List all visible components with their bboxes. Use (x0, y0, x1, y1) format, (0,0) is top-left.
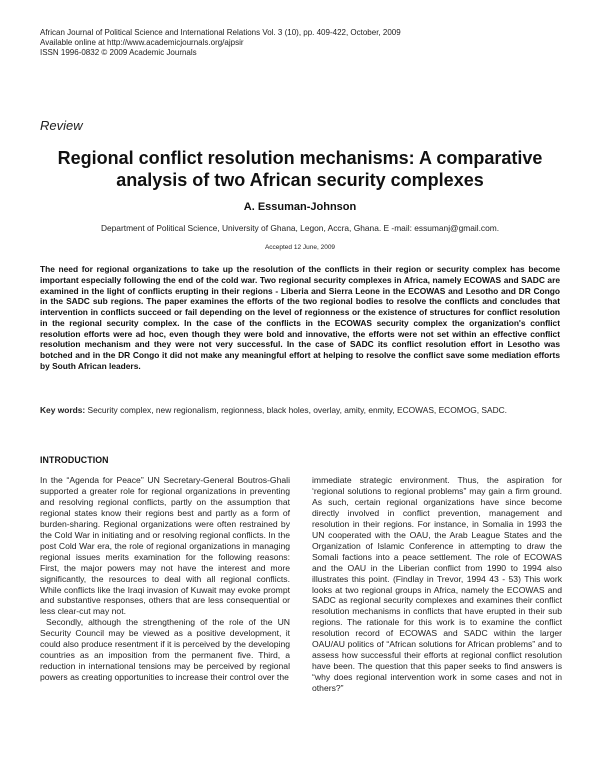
article-type: Review (40, 118, 83, 133)
accepted-date: Accepted 12 June, 2009 (264, 244, 336, 251)
article-title: Regional conflict resolution mechanisms: A comparative analysis of two African security complexes (57, 148, 543, 190)
author-name: A. Essuman-Johnson (243, 201, 357, 213)
journal-url: Available online at http://www.academicjournals.org/ajpsir (40, 38, 244, 47)
paragraph: immediate strategic environment. Thus, the aspiration for ‘regional solutions to regional problems” may gain a firm ground. As such, certain regional organizations have since become directly involved in conflict prevention, management and resolution in their regions. For instance, in Somalia in 1993 the UN cooperated with the OAU, the Arab League States and the Organization of Islamic Conference in attempting to draw the Somali factions into a peace settlement. The role of ECOWAS and the OAU in the Liberian conflict from 1990 to 1994 also illustrates this point. (Findlay in Trevor, 1994 43 - 53) This work looks at two regional groups in Africa, namely the ECOWAS and SADC as regional security complexes and examines their conflict resolution mechanisms in conflicts that have erupted in their sub regions. The rationale for this work is to examine the conflict resolution record of ECOWAS and SADC within the larger OAU/AU politics of “African solutions for African problems” and to assess how successful their efforts at regional conflict resolution have been. The question that this paper seeks to find answers is “why does regional intervention work in some cases and not in others?” (312, 475, 562, 694)
body-column-right (312, 475, 562, 694)
journal-citation: African Journal of Political Science and International Relations Vol. 3 (10), pp. 409-422, October, 2009 (40, 28, 401, 37)
abstract: The need for regional organizations to take up the resolution of the conflicts in their region or security complex has become important especially following the end of the cold war. Two regional security complexes in Africa, namely ECOWAS and SADC are examined in the light of conflicts erupting in their regions - Liberia and Sierra Leone in the ECOWAS and Lesotho and DR Congo in the SADC sub regions. The paper examines the efforts of the two regional bodies to resolve the conflicts and concludes that intervention in conflicts succeed or fail depending on the level of regionness or the existence of structures for conflict resolution in the regional security complex. In the case of the conflicts in the ECOWAS security complex the organization's conflict resolution efforts were ad hoc, even though they were bold and innovative, the efforts were not set within an effective conflict resolution mechanism and they were not very successful. In the case of SADC its conflict resolution effort in Lesotho was botched and in the DR Congo it did not make any meaningful effort at helping to resolve the conflict save some mediation efforts by South African leaders. (40, 264, 560, 371)
author-affiliation: Department of Political Science, University of Ghana, Legon, Accra, Ghana. E -mail: essumanj@gmail.com. (100, 223, 500, 233)
journal-header (40, 28, 560, 58)
keywords (40, 405, 560, 416)
journal-issn: ISSN 1996-0832 © 2009 Academic Journals (40, 48, 197, 57)
keywords-label: Key words: (40, 405, 86, 415)
body-column-left (40, 475, 290, 683)
keywords-list: Security complex, new regionalism, regionness, black holes, overlay, amity, enmity, ECOWAS, ECOMOG, SADC. (87, 405, 507, 415)
paragraph: In the “Agenda for Peace” UN Secretary-General Boutros-Ghali supported a greater role for regional organizations in preventing and resolving regional conflicts, partly on the assumption that regional states know their regions best and partly as a form of burden-sharing. Regional organizations were often restrained by the Cold War in initiating and or resolving regional conflicts. In the post Cold War era, the role of regional organizations in managing regional issues merits examination for the following reasons: First, the major powers may not have the interest and more significantly, the resources to deal with all regional conflicts. While conflicts like the Iraqi invasion of Kuwait may evoke prompt and substantive responses, others that are less consequential or less clear-cut may not. (40, 475, 290, 617)
paragraph: Secondly, although the strengthening of the role of the UN Security Council may be viewed as a positive development, it could also produce resentment if it is perceived by the developing countries as an imposition from the permanent five. Third, a reduction in international tensions may be perceived by regional powers as creating opportunities to increase their control over the (40, 617, 290, 683)
section-heading-introduction: INTRODUCTION (40, 455, 109, 465)
